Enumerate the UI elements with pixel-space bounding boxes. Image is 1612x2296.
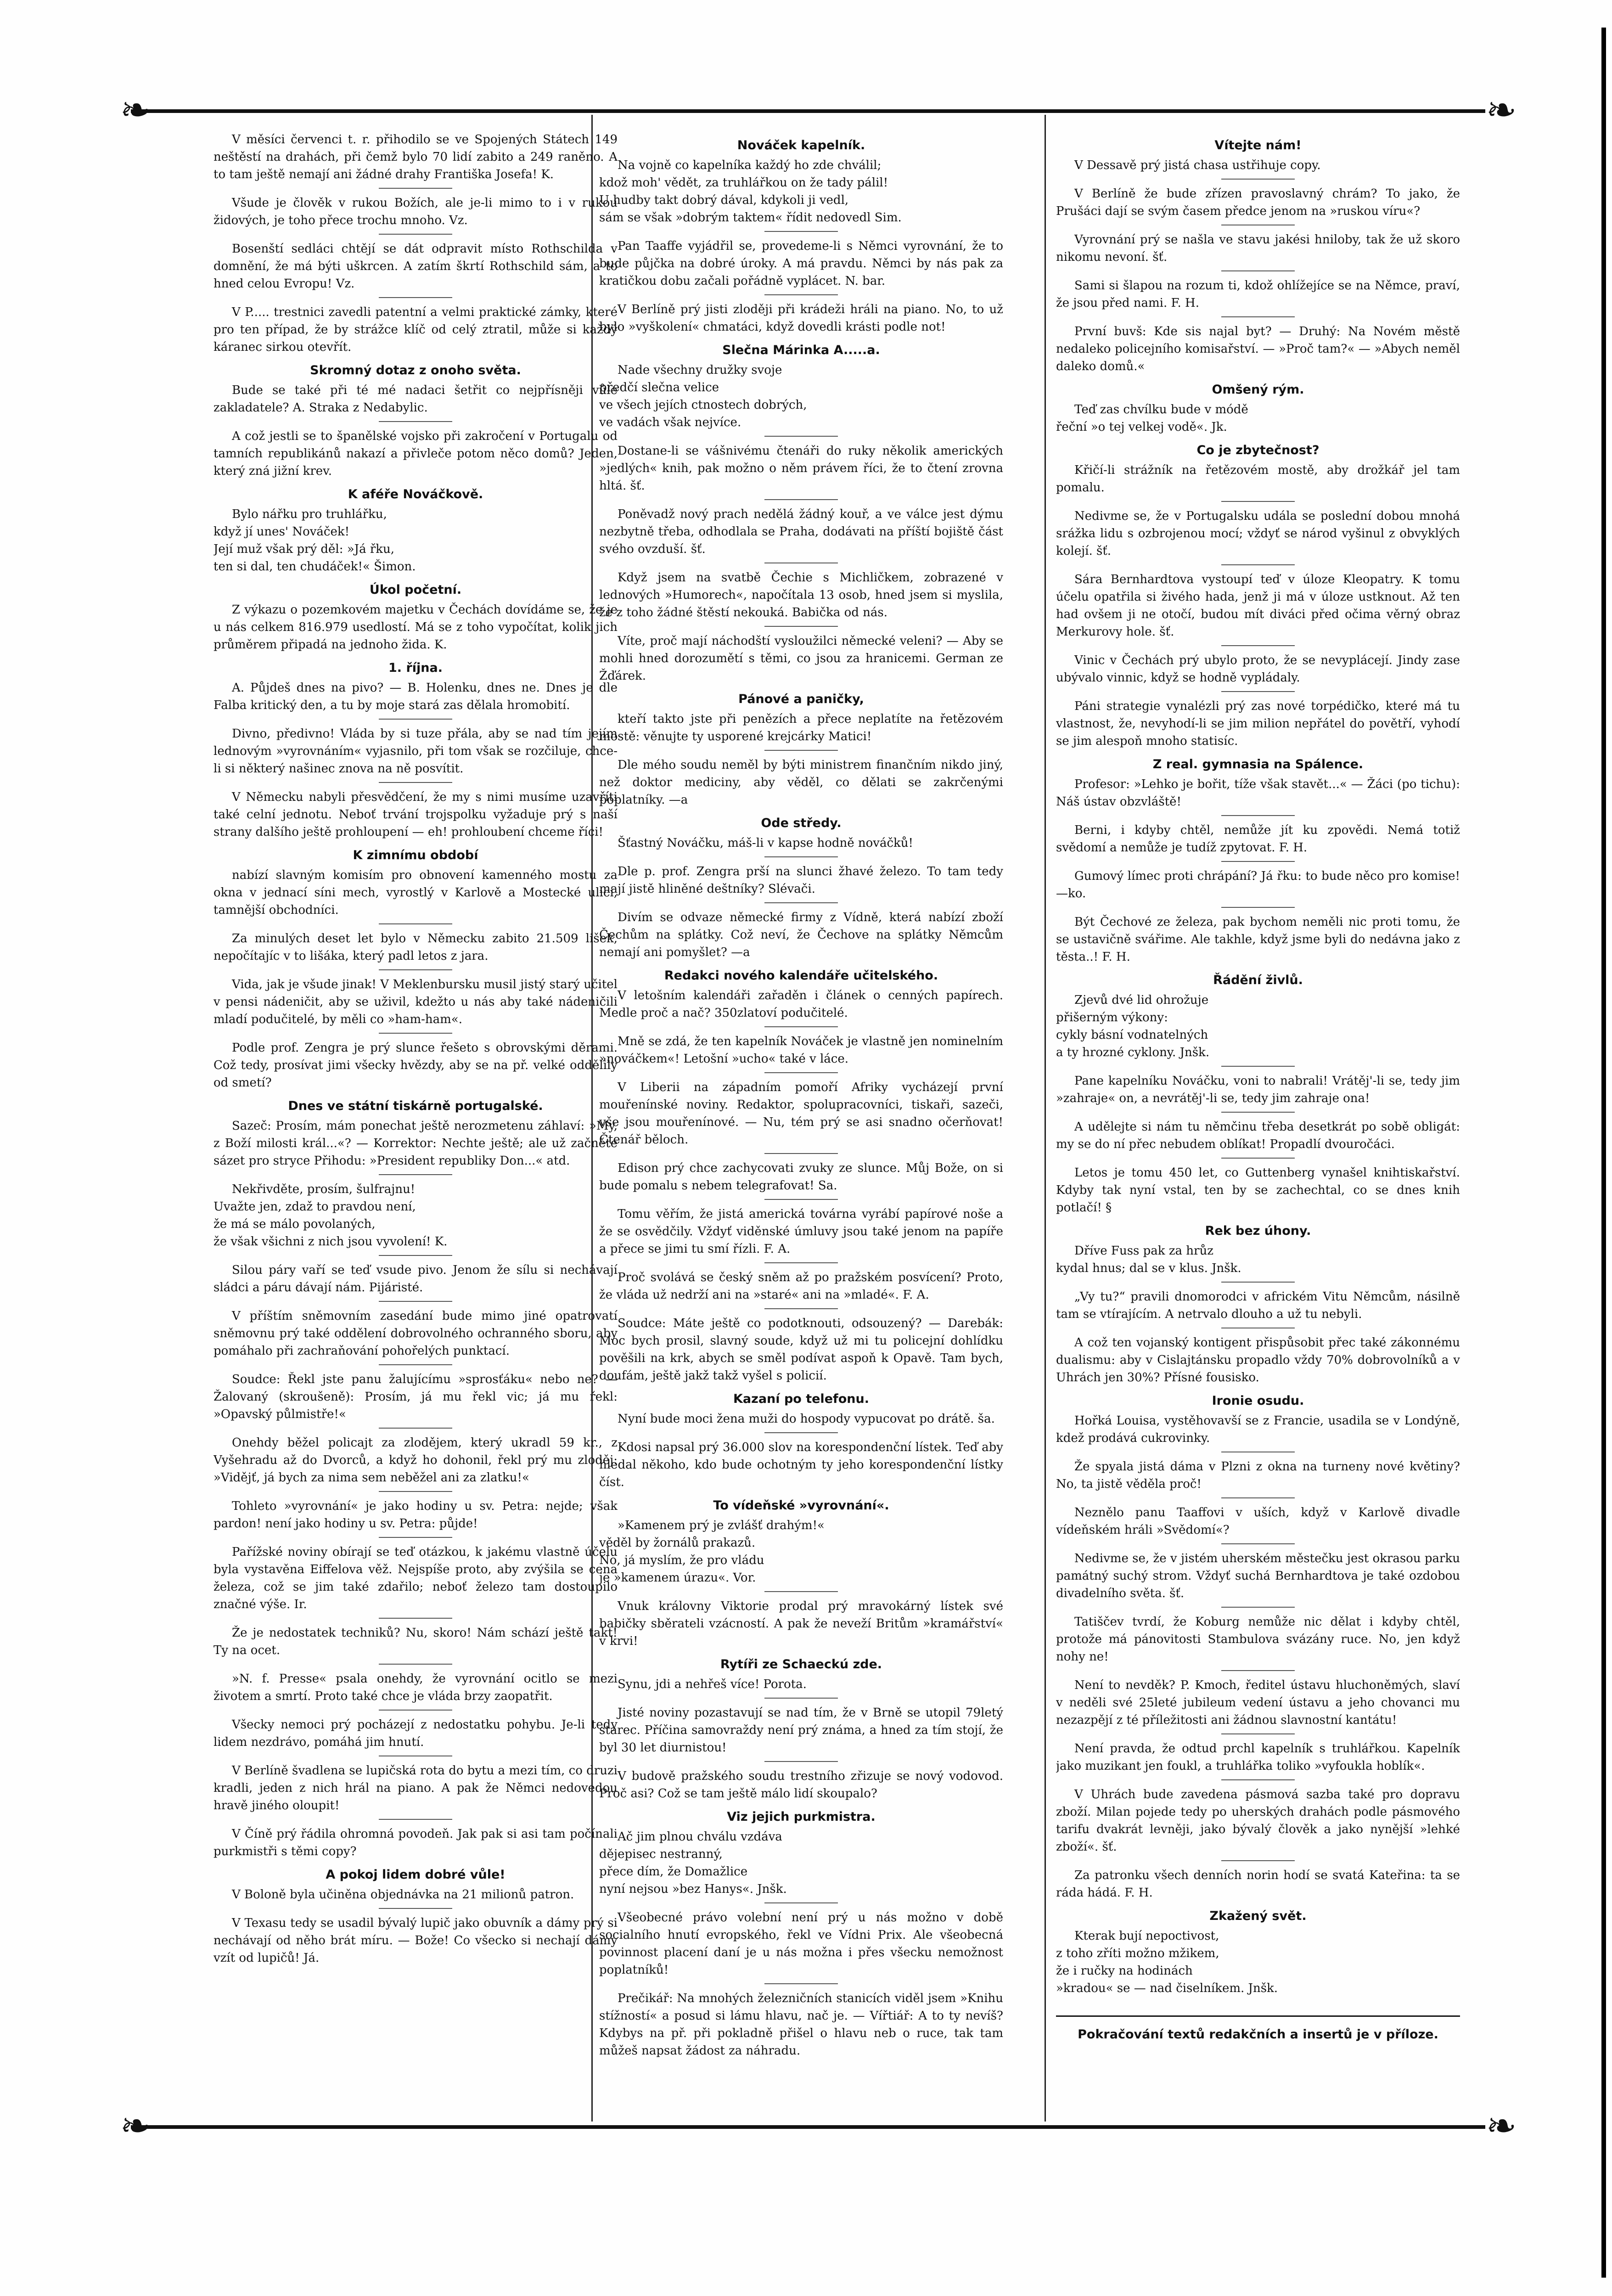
article-paragraph: V Berlíně že bude zřízen pravoslavný chrám? To jako, že Prušáci dají se svým časem předce jenom na »ruskou víru«?: [1056, 187, 1460, 218]
separator-line: [764, 1308, 838, 1309]
article-paragraph: Vinic v Čechách prý ubylo proto, že se nevyplácejí. Jindy zase ubývalo vinnic, když se hodně vypládaly.: [1056, 653, 1460, 685]
separator-line: [1221, 907, 1295, 908]
article-paragraph: Jisté noviny pozastavují se nad tím, že v Brně se utopil 79letý starec. Příčina samovraždy není prý známa, a hned za tím stojí, že byl 30 let diurnistou!: [599, 1706, 1003, 1755]
article-heading: Vítejte nám!: [1214, 138, 1302, 152]
article-paragraph: V budově pražského soudu trestního zřizuje se nový vodovod. Proč asi? Což se tam ještě málo lidí skoupalo?: [599, 1769, 1003, 1801]
separator-line: [1221, 1112, 1295, 1113]
article-paragraph: Gumový límec proti chrápání? Já řku: to bude něco pro komise! —ko.: [1056, 869, 1460, 900]
article-paragraph: Silou páry vaří se teď vsude pivo. Jenom že sílu si nechávají sládci a páru dávají nám. Pijáristé.: [213, 1263, 618, 1294]
article-paragraph: Z výkazu o pozemkovém majetku v Čechách dovídáme se, že je u nás celkem 816.979 usedlostí. Má se z toho vypočítat, kolik jich průměrem připadá na jednoho žida. K.: [213, 603, 618, 652]
separator-line: [1221, 1860, 1295, 1861]
ornament-top-left-icon: ❧: [120, 89, 151, 131]
article-paragraph: Že spyala jistá dáma v Plzni z okna na turneny nové květiny? No, ta jistě věděla proč!: [1056, 1460, 1460, 1491]
article-paragraph: Sazeč: Prosím, mám ponechat ještě nerozmetenu záhlaví: »My, z Boží milosti král...«? — Korrektor: Nechte ještě; ale už začněte sázet pro stryce Přihodu: »President republiky Don...« atd.: [213, 1119, 618, 1168]
separator-line: [379, 969, 452, 970]
article-paragraph: V Číně prý řádila ohromná povodeň. Jak pak si asi tam počínali purkmistři s těmi copy?: [213, 1827, 618, 1858]
article-paragraph: Mně se zdá, že ten kapelník Nováček je vlastně jen nominelním »nováčkem«! Letošní »ucho« také v láce.: [599, 1035, 1003, 1066]
article-paragraph: První buvš: Kde sis najal byt? — Druhý: Na Novém městě nedaleko policejního komisařství. — »Proč tam?« — »Abych neměl daleko domů.«: [1056, 325, 1460, 373]
separator-line: [379, 1819, 452, 1820]
article-paragraph: V Boloně byla učiněna objednávka na 21 milionů patron.: [232, 1888, 574, 1902]
separator-line: [379, 1301, 452, 1302]
article-paragraph: Na vojně co kapelníka každý ho zde chválil; kdož moh' vědět, za truhlářkou on že tady pálil! U hudby takt dobrý dával, kdykoli ji vedl, sám se však »dobrým taktem« řídit nedovedl Sim.: [599, 158, 902, 225]
article-paragraph: Zjevů dvé lid ohrožuje přišerným výkony: cykly básní vodnatelných a ty hrozné cyklony. Jnšk.: [1056, 993, 1210, 1059]
article-heading: Z real. gymnasia na Spálence.: [1152, 757, 1364, 771]
article-heading: Řádění živlů.: [1213, 973, 1303, 987]
article-paragraph: V Uhrách bude zavedena pásmová sazba také pro dopravu zboží. Milan pojede tedy po uherských drahách podle pásmového tarifu dvakrát levněji, jako bývalý člověk a jako nynější »lehké zboží«. šť.: [1056, 1788, 1460, 1854]
article-paragraph: Edison prý chce zachycovati zvuky ze slunce. Můj Bože, on si bude pomalu s nebem telegrafovat! Sa.: [599, 1161, 1003, 1193]
article-heading: K zimnímu období: [353, 848, 478, 862]
article-heading: Ode středy.: [761, 816, 842, 830]
separator-line: [764, 626, 838, 627]
separator-line: [1221, 1607, 1295, 1608]
article-paragraph: Sami si šlapou na rozum ti, kdož ohlížejíce se na Němce, praví, že jsou před nami. F. H.: [1056, 279, 1460, 310]
separator-line: [1221, 270, 1295, 271]
article-paragraph: Nedivme se, že v Portugalsku udála se poslední dobou mnohá srážka lidu s ozbrojenou mocí; vždyť se národ vyšinul z obvyklých kolejí. šť.: [1056, 509, 1460, 558]
ornament-bottom-right-icon: ❧: [1486, 2105, 1517, 2147]
separator-line: [764, 436, 838, 437]
article-paragraph: Všude je člověk v rukou Božích, ale je-li mimo to i v rukou židových, je toho přece trochu mnoho. Vz.: [213, 196, 618, 227]
article-paragraph: Dle mého soudu neměl by býti ministrem finančním nikdo jiný, než doktor mediciny, aby věděl, co dělati se zakrčenými poplatníky. —a: [599, 758, 1003, 807]
article-paragraph: Sára Bernhardtova vystoupí teď v úloze Kleopatry. K tomu účelu opatřila si živého hada, jenž ji má v úloze ustknout. Až ten had ovšem ji ne otočí, budou mít diváci před očima věrný obraz Merkurovy hole. šť.: [1056, 573, 1460, 639]
article-paragraph: Dostane-li se vášnivému čtenáři do ruky několik amerických »jedlých« knih, pak možno o něm právem říci, že to čtení zrovna hltá. šť.: [599, 444, 1003, 493]
separator-line: [379, 1908, 452, 1909]
article-paragraph: Všecky nemoci prý pocházejí z nedostatku pohybu. Je-li tedy lidem nezdrávo, pomáhá jim hnutí.: [213, 1718, 618, 1749]
separator-line: [764, 1153, 838, 1154]
separator-line: [1221, 1066, 1295, 1067]
separator-line: [1221, 1158, 1295, 1159]
article-heading: K aféře Nováčkově.: [348, 487, 483, 501]
article-paragraph: V Dessavě prý jistá chasa ustřihuje copy.: [1074, 158, 1321, 172]
separator-line: [764, 1698, 838, 1699]
article-heading: To vídeňské »vyrovnání«.: [713, 1498, 889, 1513]
article-paragraph: kteří takto jste při penězích a přece neplatíte na řetězovém mostě: věnujte ty usporené krejcárky Matici!: [599, 712, 1003, 743]
article-paragraph: Nedivme se, že v jistém uherském městečku jest okrasou parku památný suchý strom. Vždyť suchá Bernhardtova je také ozdobou divadelního světa. šť.: [1056, 1552, 1460, 1600]
top-rule: [131, 109, 1485, 113]
article-paragraph: Nekřivděte, prosím, šulfrajnu! Uvažte jen, zdaž to pravdou není, že má se málo povolaných, že však všichni z nich jsou vyvolení! K.: [213, 1182, 448, 1249]
separator-line: [764, 1432, 838, 1433]
ornament-top-right-icon: ❧: [1486, 89, 1517, 131]
article-heading: 1. října.: [388, 661, 443, 675]
article-paragraph: Není to nevděk? P. Kmoch, ředitel ústavu hluchoněmých, slaví v neděli své 25leté jubileum vedení ústavu a jeho chovanci mu nezazpějí z té příležitosti ani žádnou slavnostní kantátu!: [1056, 1678, 1460, 1727]
article-paragraph: Za minulých deset let bylo v Německu zabito 21.509 lišek, nepočítajíc v to lišáka, který padl letos z jara.: [213, 932, 618, 963]
ornament-bottom-left-icon: ❧: [120, 2105, 151, 2147]
separator-line: [764, 1072, 838, 1073]
separator-line: [379, 234, 452, 235]
article-heading: Ironie osudu.: [1212, 1394, 1304, 1408]
article-paragraph: Bosenští sedláci chtějí se dát odpravit místo Rothschilda v domnění, že má býti uškrcen. A zatím škrtí Rothschild sám, a to hned celou Evropu! Vz.: [213, 242, 618, 291]
article-paragraph: Vnuk královny Viktorie prodal prý mravokárný lístek své babičky sběrateli vzácností. A pak že neveží Britům »kramářství« v krvi!: [599, 1599, 1003, 1648]
article-paragraph: Berni, i kdyby chtěl, nemůže jít ku zpovědi. Nemá totiž svědomí a nemůže je tudíž zpytovat. F. H.: [1056, 823, 1460, 855]
article-paragraph: Kdosi napsal prý 36.000 slov na korespondenční lístek. Teď aby hledal někoho, kdo bude ochotným ty jeho korespondenční lístky číst.: [599, 1441, 1003, 1489]
column-3: [1056, 131, 1460, 2115]
article-paragraph: Divno, předivno! Vláda by si tuze přála, aby se nad tím jejím lednovým »vyrovnáním« vyjasnilo, při tom však se rozčiluje, chce-li si některý našinec znova na ně posvítit.: [213, 727, 618, 776]
article-paragraph: Soudce: Řekl jste panu žalujícímu »sprosťáku« nebo ne? — Žalovaný (skroušeně): Prosím, já mu řekl vic; já mu řekl: »Opavský půlmistře!«: [213, 1373, 618, 1421]
article-heading: Slečna Márinka A.....a.: [722, 343, 880, 357]
article-paragraph: Že je nedostatek techniků? Nu, skoro! Nám schází ještě takt! Ty na ocet.: [213, 1626, 618, 1657]
article-paragraph: V Berlíně švadlena se lupičská rota do bytu a mezi tím, co druzi kradli, jeden z nich hrál na piano. A pak že Němci nedovedou hravě jiného oloupit!: [213, 1764, 618, 1812]
article-paragraph: Ač jim plnou chválu vzdáva dějepisec nestranný, přece dím, že Domažlice nyní nejsou »bez Hanys«. Jnšk.: [599, 1830, 787, 1896]
separator-line: [764, 902, 838, 903]
separator-line: [1221, 179, 1295, 180]
separator-line: [764, 1902, 838, 1903]
separator-line: [764, 294, 838, 295]
article-heading: Co je zbytečnost?: [1196, 443, 1320, 457]
separator-line: [379, 1174, 452, 1175]
separator-line: [379, 782, 452, 783]
article-paragraph: A což jestli se to španělské vojsko při zakročení v Portugalu od tamních republikánů nakazí a přivleče potom něco domů? Jeden, který zná jižní krev.: [213, 429, 618, 478]
separator-line: [379, 1618, 452, 1619]
article-paragraph: V letošním kalendáři zařaděn i článek o cenných papírech. Medle proč a nač? 350zlatoví podučitelé.: [599, 989, 1003, 1020]
separator-line: [1221, 1543, 1295, 1544]
continuation-note: Pokračování textů redakčních a insertů je v příloze.: [1056, 2015, 1460, 2043]
article-paragraph: Za patronku všech denních norin hodí se svatá Kateřina: ta se ráda hádá. F. H.: [1056, 1868, 1460, 1900]
separator-line: [1221, 1497, 1295, 1498]
article-paragraph: Křičí-li strážník na řetězovém mostě, aby drožkář jel tam pomalu.: [1056, 463, 1460, 495]
column-1: [213, 131, 618, 2115]
article-paragraph: Divím se odvaze německé firmy z Vídně, která nabízí zboží Čechům na splátky. Což neví, že Čechove na splátky Němcům nemají ani pomyšlet? —a: [599, 911, 1003, 959]
separator-line: [379, 719, 452, 720]
article-paragraph: Víte, proč mají náchodští vysloužilci německé veleni? — Aby se mohli hned dorozumětí s těmi, co jsou za hranicemi. German ze Žďárek.: [599, 634, 1003, 683]
column-2: [599, 131, 1003, 2115]
article-paragraph: Když jsem na svatbě Čechie s Michličkem, zobrazené v lednových »Humorech«, napočítala 13 osob, hned jsem si myslila, že z toho žádné štěstí nekouká. Babička od nás.: [599, 571, 1003, 619]
separator-line: [379, 1428, 452, 1429]
article-heading: Úkol početní.: [369, 583, 462, 597]
separator-line: [379, 1255, 452, 1256]
article-heading: Rytíři ze Schaeckú zde.: [720, 1657, 882, 1671]
article-paragraph: Profesor: »Lehko je bořit, tíže však stavět...« — Žáci (po tichu): Náš ústav obzvláště!: [1056, 777, 1460, 809]
article-paragraph: Hořká Louisa, vystěhovavší se z Francie, usadila se v Londýně, kdež prodává cukrovinky.: [1056, 1414, 1460, 1445]
separator-line: [379, 1033, 452, 1034]
separator-line: [1221, 1282, 1295, 1283]
separator-line: [1221, 645, 1295, 646]
separator-line: [1221, 691, 1295, 692]
article-paragraph: Vyrovnání prý se našla ve stavu jakési hniloby, tak že už skoro nikomu nevoní. šť.: [1056, 233, 1460, 264]
article-heading: Rek bez úhony.: [1205, 1224, 1311, 1238]
article-heading: Omšený rým.: [1212, 383, 1304, 397]
article-paragraph: Pařížské noviny obírají se teď otázkou, k jakému vlastně účelu byla vystavěna Eiffelova věž. Nejspíše proto, aby zvýšila se cena železa, což se jim také zdařilo; neboť železo tam dostoupilo značné výše. Ir.: [213, 1545, 618, 1611]
separator-line: [764, 1026, 838, 1027]
article-paragraph: Dříve Fuss pak za hrůz kydal hnus; dal se v klus. Jnšk.: [1056, 1244, 1241, 1275]
separator-line: [764, 1199, 838, 1200]
article-paragraph: Poněvadž nový prach nedělá žádný kouř, a ve válce jest dýmu nezbytně třeba, odhodlala se Praha, dodávati na příští bojiště část svého ovzduší. šť.: [599, 507, 1003, 556]
separator-line: [1221, 1779, 1295, 1780]
separator-line: [764, 1983, 838, 1984]
article-heading: A pokoj lidem dobré vůle!: [326, 1868, 506, 1882]
separator-line: [764, 1262, 838, 1263]
article-heading: Skromný dotaz z onoho světa.: [310, 363, 521, 377]
article-paragraph: Nyní bude moci žena muži do hospody vypucovat po drátě. ša.: [618, 1412, 995, 1426]
separator-line: [764, 750, 838, 751]
article-paragraph: Páni strategie vynalézli prý zas nové torpédičko, které má tu vlastnost, že, nevyhodí-li se jim milion nepřátel do povětří, vyhodí se jim alespoň mnoho statisíc.: [1056, 699, 1460, 748]
separator-line: [1221, 316, 1295, 317]
article-paragraph: Pane kapelníku Nováčku, voni to nabrali! Vrátěj'-li se, tedy jim »zahraje« on, a nevrátěj'-li se, tedy jim zahraje ona!: [1056, 1074, 1460, 1105]
article-paragraph: „Vy tu?“ pravili dnomorodci v africkém Vitu Němcům, násilně tam se vtírajícím. A netrvalo dlouho a už tu nebyli.: [1056, 1290, 1460, 1321]
separator-line: [1221, 861, 1295, 862]
article-paragraph: V Liberii na západním pomoří Afriky vycházejí první mouřenínské noviny. Redaktor, spolupracovníci, tiskaři, sazeči, vše jsou mouřenínové. — Nu, tém prý se asi snadno očerňovat! Čtenář běloch.: [599, 1080, 1003, 1147]
article-paragraph: Všeobecné právo volební není prý u nás možno v době socialního hnutí evropského, řekl ve Vídni Prix. Ale všeobecná povinnost placení daní je u nás možna i přes všecku nemožnost poplatníků!: [599, 1911, 1003, 1977]
article-paragraph: V Berlíně prý jisti zloději při krádeži hráli na piano. No, to už bylo »vyškolení« chmatáci, když dovedli krásti podle not!: [599, 303, 1003, 334]
article-paragraph: V Německu nabyli přesvědčení, že my s nimi musíme uzavříti také celní jednotu. Neboť trvání trojspolku vyžaduje prý s naší strany dalšího ještě prohloupení — eh! prohloubení chceme říci!: [213, 790, 618, 839]
separator-line: [764, 499, 838, 500]
article-paragraph: V příštím sněmovním zasedání bude mimo jiné opatrovatí sněmovnu prý také oddělení dobrovolného ochranného sboru, aby pomáhalo při zachraňování pohořelých punktací.: [213, 1309, 618, 1358]
separator-line: [379, 421, 452, 422]
article-paragraph: Tatiščev tvrdí, že Koburg nemůže nic dělat i kdyby chtěl, protože má pánovitosti Stambulova svázány ruce. No, jen když nohy ne!: [1056, 1615, 1460, 1664]
separator-line: [1221, 564, 1295, 565]
page-edge-bar: [1601, 28, 1606, 2278]
separator-line: [764, 1591, 838, 1592]
article-paragraph: Letos je tomu 450 let, co Guttenberg vynašel knihtiskařství. Kdyby tak nyní vstal, ten by se zachechtal, co se dnes knih potlačí! §: [1056, 1166, 1460, 1215]
article-paragraph: Kterak bují nepoctivost, z toho zříti možno mžikem, že i ručky na hodinách »kradou« se — nad čiselníkem. Jnšk.: [1056, 1929, 1278, 1995]
article-paragraph: Pan Taaffe vyjádřil se, provedeme-li s Němci vyrovnání, že to bude půjčka na dobré úroky. A má pravdu. Němci by nás pak za kratičkou dobu začali pořádně vyplácet. N. bar.: [599, 239, 1003, 288]
article-heading: Pánové a paničky,: [738, 692, 864, 706]
article-heading: Zkažený svět.: [1209, 1909, 1307, 1923]
article-heading: Kazaní po telefonu.: [733, 1392, 869, 1406]
article-paragraph: Šťastný Nováčku, máš-li v kapse hodně nováčků!: [618, 836, 913, 850]
separator-line: [379, 1364, 452, 1365]
article-heading: Dnes ve státní tiskárně portugalské.: [288, 1099, 543, 1113]
article-paragraph: V P..... trestnici zavedli patentní a velmi praktické zámky, které pro ten případ, že by strážce klíč od celý ztratil, může si každý káranec sirkou otevřít.: [213, 305, 618, 354]
article-paragraph: nabízí slavným komisím pro obnovení kamenného mostu za okna v jednací síni mech, vyrostlý v Karlově a Mostecké ulici, tamnější obchodníci.: [213, 868, 618, 917]
separator-line: [379, 1491, 452, 1492]
article-paragraph: Být Čechové ze železa, pak bychom neměli nic proti tomu, že se ustavičně svářime. Ale takhle, když jsme byli do nedávna jako z těsta..! F. H.: [1056, 915, 1460, 964]
article-paragraph: V Texasu tedy se usadil bývalý lupič jako obuvník a dámy prý si nechávají od něho brát míru. — Bože! Co všecko si nechají dámy vzít od lupičů! Já.: [213, 1916, 618, 1965]
article-paragraph: Onehdy běžel policajt za zlodějem, který ukradl 59 kr., z Vyšehradu až do Dvorců, a když ho dohonil, řekl prý mu zloděj: »Vidějť, já bych za nima sem neběžel ani za zlatku!«: [213, 1436, 618, 1485]
article-paragraph: Tomu věřím, že jistá americká továrna vyrábí papírové noše a že se osvědčily. Vždyť viděnské úmluvy jsou také jenom na papíře a přece se jimi tu smí řízli. F. A.: [599, 1207, 1003, 1256]
separator-line: [379, 1537, 452, 1538]
article-heading: Viz jejich purkmistra.: [727, 1810, 876, 1824]
separator-line: [1221, 501, 1295, 502]
article-paragraph: Tohleto »vyrovnání« je jako hodiny u sv. Petra: nejde; však pardon! není jako hodiny u sv. Petra: půjde!: [213, 1499, 618, 1531]
article-paragraph: »N. f. Presse« psala onehdy, že vyrovnání ocitlo se mezi životem a smrtí. Proto také chce je vláda brzy zaopatřit.: [213, 1672, 618, 1703]
article-paragraph: Synu, jdi a nehřeš více! Porota.: [618, 1677, 807, 1691]
article-paragraph: Prečikář: Na mnohých železničních stanicích viděl jsem »Knihu stížností« a posud si lámu hlavu, nač je. — Vířtiář: A to ty nevíš? Kdybys na př. při pokladně přišel o hlavu neb o ruce, tak tam můžeš napsat žádost za náhradu.: [599, 1992, 1003, 2058]
article-paragraph: Bude se také při té mé nadaci šetřit co nejpřísněji vůle zakladatele? A. Straka z Nedabylic.: [213, 383, 618, 415]
separator-line: [764, 856, 838, 857]
article-paragraph: »Kamenem prý je zvlášť drahým!« věděl by žornálů prakazů. No, já myslím, že pro vládu je »kamenem úrazu«. Vor.: [599, 1519, 825, 1585]
article-paragraph: Podle prof. Zengra je prý slunce řešeto s obrovskými děrami. Což tedy, prosívat jimi všecky hvězdy, aby se na př. velké oddělily od smetí?: [213, 1041, 618, 1090]
article-paragraph: A což ten vojanský kontigent přispůsobit přec také zákonnému dualismu: aby v Cislajtánsku propadlo vždy 70% dobrovolníků a v Uhrách jen 30%? Přísné fousisko.: [1056, 1336, 1460, 1384]
separator-line: [379, 923, 452, 924]
article-paragraph: Není pravda, že odtud prchl kapelník s truhlářkou. Kapelník jako muzikant jen foukl, a truhlářka toliko »vyfoukla hoblík«.: [1056, 1742, 1460, 1773]
column-divider-2: [1045, 115, 1046, 2122]
separator-line: [1221, 1670, 1295, 1671]
article-paragraph: A. Půjdeš dnes na pivo? — B. Holenku, dnes ne. Dnes je dle Falba kritický den, a tu by moje stará zas dělala hromobití.: [213, 681, 618, 712]
article-paragraph: Neznělo panu Taaffovi v uších, když v Karlově divadle vídeňském hráli »Svědomí«?: [1056, 1506, 1460, 1537]
separator-line: [379, 1664, 452, 1665]
article-paragraph: Dle p. prof. Zengra prší na slunci žhavé železo. To tam tedy mají jistě hliněné deštníky? Slévači.: [599, 865, 1003, 896]
article-paragraph: Bylo nářku pro truhlářku, když jí unes' Nováček! Její muž však prý děl: »Já řku, ten si dal, ten chudáček!« Šimon.: [213, 507, 416, 574]
article-heading: Nováček kapelník.: [737, 138, 865, 152]
article-paragraph: A udělejte si nám tu němčinu třeba desetkrát po sobě obligát: my se do ní přec nebudem oblíkat! Propadlí dvouročáci.: [1056, 1120, 1460, 1151]
article-paragraph: V měsíci červenci t. r. přihodilo se ve Spojených Státech 149 neštěstí na drahách, při čemž bylo 70 lidí zabito a 249 raněno. A to tam ještě nemají ani žádné drahy Františka Josefa! K.: [213, 133, 618, 181]
separator-line: [764, 231, 838, 232]
separator-line: [1221, 1733, 1295, 1734]
separator-line: [379, 188, 452, 189]
article-paragraph: Proč svolává se český sněm až po pražském posvícení? Proto, že vláda už nedrží ani na »staré« ani na »mladé«. F. A.: [599, 1271, 1003, 1302]
article-paragraph: Soudce: Máte ještě co podotknouti, odsouzený? — Darebák: Moc bych prosil, slavný soude, když už mi tu policejní dohlídku pověšili na krk, abych se směl podívat aspoň k Opavě. Tam bych, doufám, ještě jakž takž vyšel s policií.: [599, 1317, 1003, 1383]
separator-line: [379, 297, 452, 298]
separator-line: [1221, 815, 1295, 816]
article-paragraph: Nade všechny družky svoje předčí slečna velice ve všech jejích ctnostech dobrých, ve vadách však nejvíce.: [599, 363, 807, 429]
separator-line: [764, 1761, 838, 1762]
separator-line: [379, 1710, 452, 1711]
article-paragraph: Vida, jak je všude jinak! V Meklenbursku musil jistý starý učitel v pensi nádeničit, aby se uživil, kdežto u nás aby také nádeničili mladí podučitelé, by měli co »ham-ham«.: [213, 978, 618, 1026]
bottom-rule: [131, 2125, 1485, 2129]
article-heading: Redakci nového kalendáře učitelského.: [664, 968, 938, 983]
article-paragraph: Teď zas chvílku bude v módě řeční »o tej velkej vodě«. Jk.: [1056, 403, 1248, 434]
